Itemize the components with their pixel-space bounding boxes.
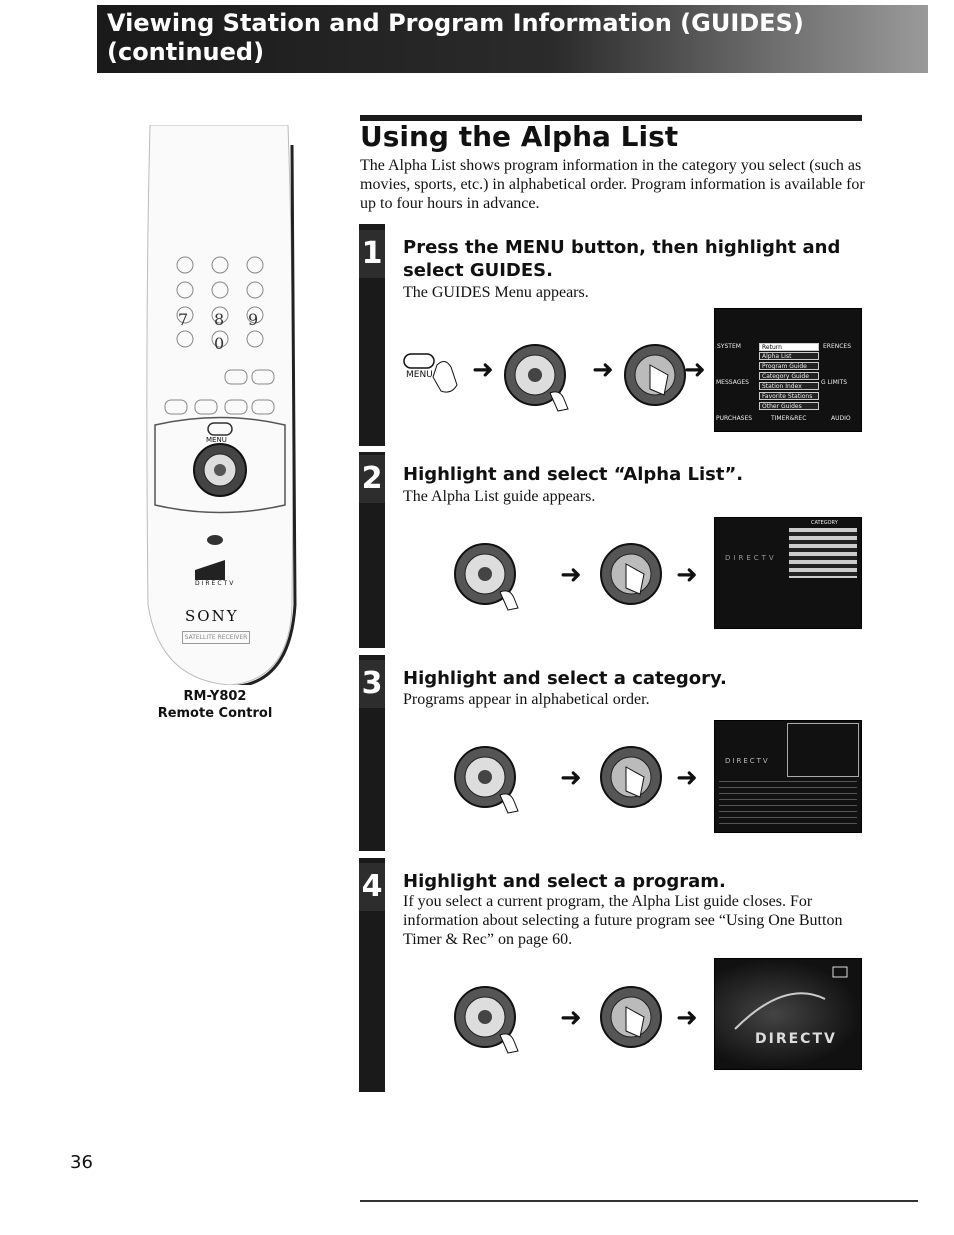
section-banner: [97, 5, 928, 73]
menu-button-label: MENU: [406, 370, 433, 380]
remote-name: Remote Control: [157, 706, 273, 721]
remote-control-illustration: [140, 125, 300, 685]
dial-rotate-icon: [450, 542, 530, 617]
screen-header: CATEGORY: [811, 520, 838, 526]
banner-title: Viewing Station and Program Information (GUIDES): [107, 9, 804, 37]
program-playing-screen: [714, 958, 862, 1070]
dial-rotate-icon: [450, 745, 530, 820]
svg-text:9: 9: [248, 310, 259, 329]
screen-label: ERENCES: [823, 343, 852, 350]
screen-label: SYSTEM: [717, 343, 741, 350]
banner-subtitle: (continued): [107, 38, 265, 66]
screen-label: TIMER&REC: [771, 415, 807, 422]
step-1-desc: The GUIDES Menu appears.: [403, 284, 589, 301]
dial-press-icon: [622, 343, 692, 418]
step-1-title: Press the MENU button, then highlight and select GUIDES.: [403, 237, 841, 281]
program-list-screen: [714, 720, 862, 833]
arrow-icon: ➜: [684, 355, 706, 385]
menu-button-icon: [402, 350, 472, 400]
menu-item: Return: [759, 343, 819, 351]
program-rows: [719, 781, 857, 829]
menu-item: Alpha List: [759, 352, 819, 360]
menu-item: Station Index: [759, 382, 819, 390]
step-number-1: 1: [359, 230, 385, 278]
remote-caption: [120, 688, 310, 722]
step-number-4: 4: [359, 863, 385, 911]
category-list: [789, 528, 857, 578]
dial-press-icon: [598, 985, 668, 1060]
step-4-desc: If you select a current program, the Alpha List guide closes. For information about selecting a future program see “Using One Button Timer & Rec” on page 60.: [403, 893, 843, 948]
screen-label: G LIMITS: [821, 379, 848, 386]
step-2-desc: The Alpha List guide appears.: [403, 488, 596, 505]
menu-item: Other Guides: [759, 402, 819, 410]
svg-text:7: 7: [178, 310, 189, 329]
remote-menu-label: MENU: [206, 436, 227, 444]
arrow-icon: ➜: [676, 560, 698, 590]
remote-brand: SONY: [185, 607, 239, 625]
section-intro: The Alpha List shows program information in the category you select (such as movies, sports, etc.) in alphabetical order. Program information is available for up to four hours in advance.: [360, 157, 865, 212]
section-title: Using the Alpha List: [360, 120, 679, 153]
arrow-icon: ➜: [676, 763, 698, 793]
screen-label: PURCHASES: [716, 415, 753, 422]
alpha-list-screen: [714, 517, 862, 629]
arrow-icon: ➜: [472, 355, 494, 385]
step-4-title: Highlight and select a program.: [403, 871, 726, 892]
step-3-desc: Programs appear in alphabetical order.: [403, 691, 650, 708]
remote-model: RM-Y802: [183, 689, 247, 704]
dial-rotate-icon: [450, 985, 530, 1060]
bottom-rule: [360, 1200, 918, 1202]
satellite-swirl-graphic: [715, 959, 861, 1069]
svg-text:0: 0: [214, 334, 225, 353]
svg-text:8: 8: [214, 310, 225, 329]
arrow-icon: ➜: [592, 355, 614, 385]
remote-badge: SATELLITE RECEIVER: [182, 631, 250, 644]
step-number-2: 2: [359, 455, 385, 503]
arrow-icon: ➜: [560, 1003, 582, 1033]
step-2-title: Highlight and select “Alpha List”.: [403, 464, 744, 485]
arrow-icon: ➜: [560, 560, 582, 590]
arrow-icon: ➜: [676, 1003, 698, 1033]
screen-logo: DIRECTV: [755, 1031, 837, 1047]
guides-menu-screen: [714, 308, 862, 432]
menu-item: Program Guide: [759, 362, 819, 370]
screen-label: MESSAGES: [716, 379, 749, 386]
dial-press-icon: [598, 542, 668, 617]
dial-press-icon: [598, 745, 668, 820]
screen-logo: DIRECTV: [725, 554, 777, 562]
program-info-panel: [787, 723, 859, 777]
screen-logo: DIRECTV: [725, 757, 770, 765]
screen-label: AUDIO: [831, 415, 851, 422]
remote-directv-label: DIRECTV: [195, 580, 236, 587]
step-3-title: Highlight and select a category.: [403, 668, 727, 689]
step-number-3: 3: [359, 660, 385, 708]
page-number: 36: [70, 1152, 93, 1173]
menu-item: Category Guide: [759, 372, 819, 380]
arrow-icon: ➜: [560, 763, 582, 793]
menu-item: Favorite Stations: [759, 392, 819, 400]
dial-rotate-icon: [500, 343, 580, 418]
